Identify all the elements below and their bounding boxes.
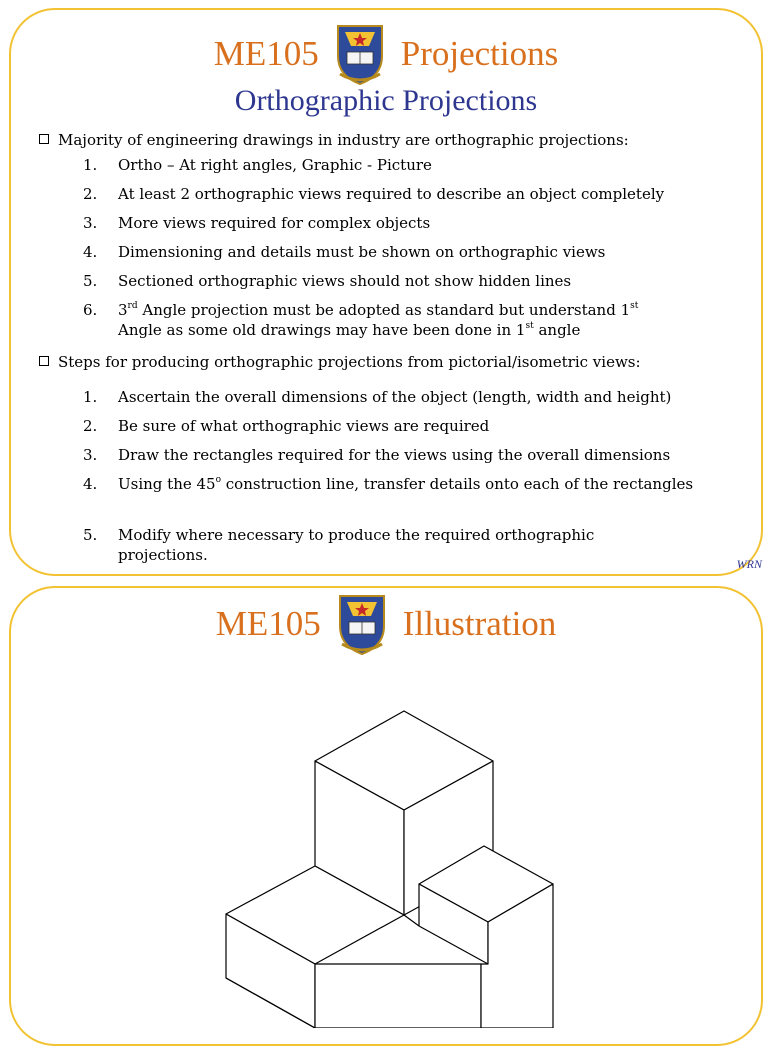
numbered-list	[83, 155, 768, 340]
list-item: 2. At least 2 orthographic views required to describe an object completely	[83, 185, 665, 203]
course-code: ME105	[213, 34, 319, 73]
list-item: 4. Using the 45$^o$ construction line, transfer details onto each of the rectangles	[83, 475, 694, 493]
bullet-text: Steps for producing orthographic projections from pictorial/isometric views:	[58, 353, 641, 371]
list-item: 3. Draw the rectangles required for the views using the overall dimensions	[83, 446, 671, 464]
list-item: 6. 3rd Angle projection must be adopted as standard but understand 1st Angle as some old drawings may have been done in 1st angle	[83, 301, 639, 339]
bullet-point	[39, 131, 629, 150]
list-item: 2. Be sure of what orthographic views are required	[83, 417, 490, 435]
slide-topic: Illustration	[402, 604, 557, 643]
bullet-point	[39, 353, 641, 372]
slide-header	[11, 24, 761, 84]
author-initials: WRN	[736, 557, 762, 571]
list-item: 1. Ortho – At right angles, Graphic - Picture	[83, 156, 432, 174]
list-item: 1. Ascertain the overall dimensions of the object (length, width and height)	[83, 388, 672, 406]
slide-illustration	[9, 586, 763, 1046]
list-item: 5. Sectioned orthographic views should not show hidden lines	[83, 272, 572, 290]
checkbox-icon	[39, 134, 49, 144]
slide-subtitle: Orthographic Projections	[234, 84, 538, 117]
slide-topic: Projections	[400, 34, 559, 73]
list-item: 4. Dimensioning and details must be shown on orthographic views	[83, 243, 606, 261]
bullet-text: Majority of engineering drawings in industry are orthographic projections:	[58, 131, 629, 149]
list-item: 5. Modify where necessary to produce the required orthographic projections.	[83, 526, 595, 564]
course-code: ME105	[215, 604, 321, 643]
checkbox-icon	[39, 356, 49, 366]
numbered-list	[83, 387, 768, 565]
isometric-block-drawing	[11, 588, 761, 1028]
university-crest-icon	[333, 22, 387, 86]
list-item: 3. More views required for complex objects	[83, 214, 431, 232]
slide-orthographic-projections	[9, 8, 763, 576]
